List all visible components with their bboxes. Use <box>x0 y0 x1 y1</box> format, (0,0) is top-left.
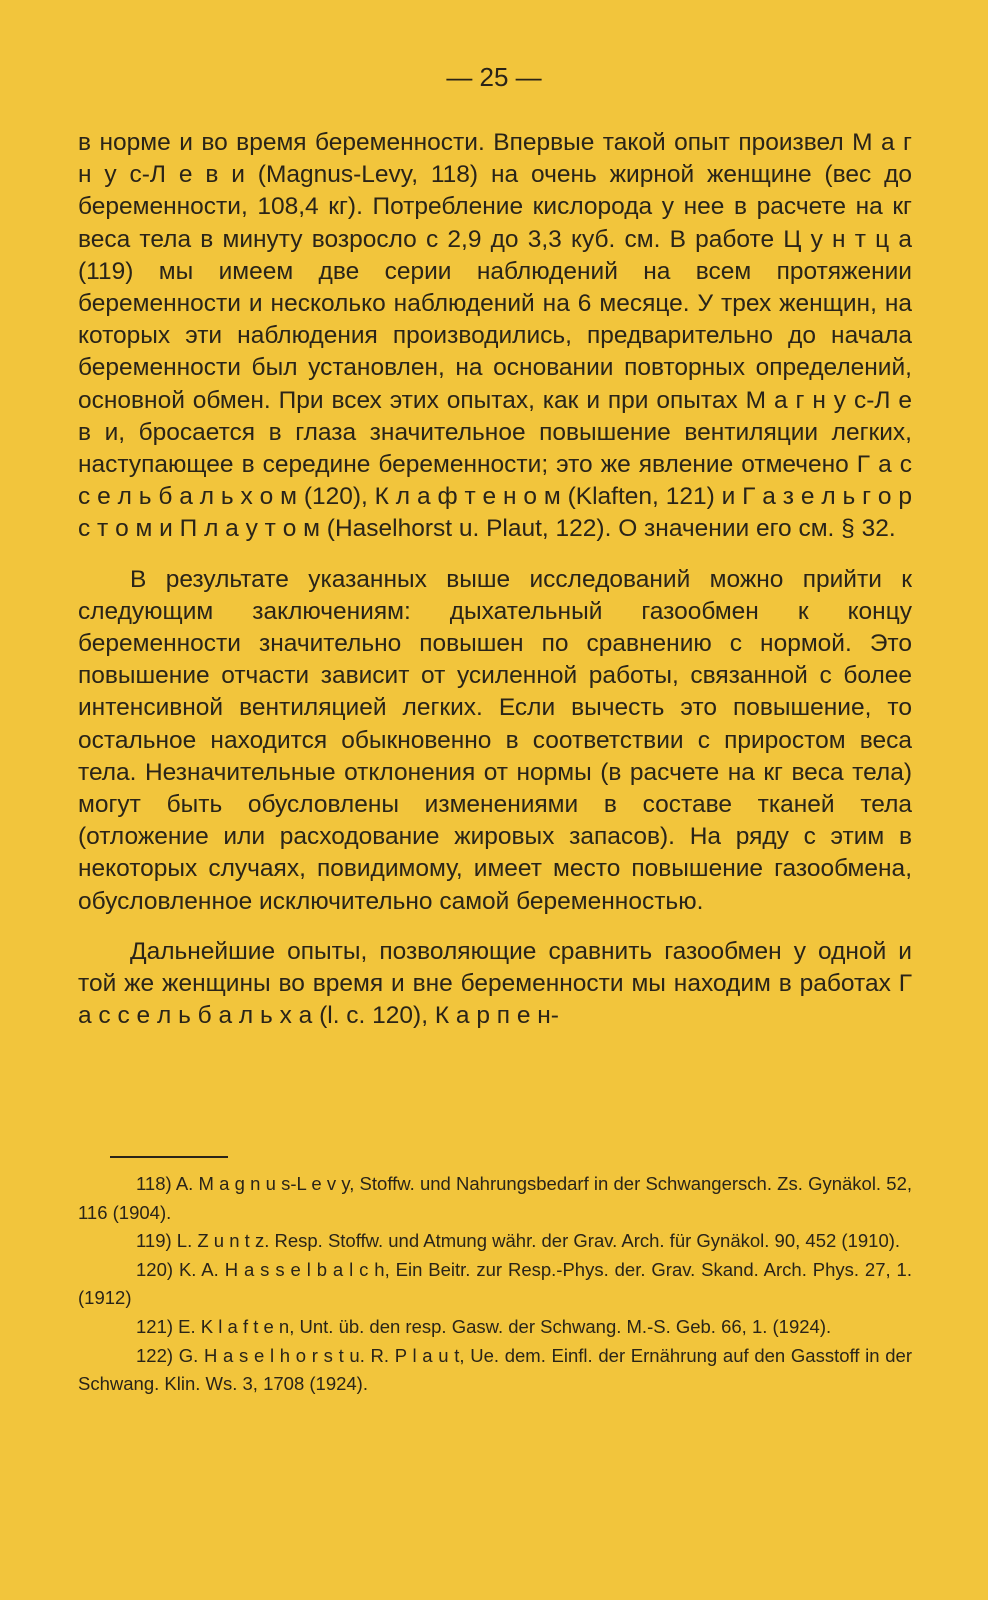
footnote-119: 119) L. Z u n t z. Resp. Stoffw. und Atmung währ. der Grav. Arch. für Gynäkol. 90, 452 (1910). <box>136 1230 901 1252</box>
paragraph-1: в норме и во время беременности. Впервые такой опыт произвел М а г н у с-Л е в и (Magnus-Levy, 118) на очень жирной женщине (вес до беременности, 108,4 кг). Потребление кислорода у нее в расчете на кг веса тела в минуту возросло с 2,9 до 3,3 куб. см. В работе Ц у н т ц а (119) мы имеем две серии наблюдений на всем протяжении беременности и несколько наблюдений на 6 месяце. У трех женщин, на которых эти наблюдения производились, предварительно до начала беременности был установлен, на основании повторных определений, основной обмен. При всех этих опытах, как и при опытах М а г н у с-Л е в и, бросается в глаза значительное повышение вентиляции легких, наступающее в середине беременности; это же явление отмечено Г а с с е л ь б а л ь х о м (120), К л а ф т е н о м (Klaften, 121) и Г а з е л ь г о р с т о м и П л а у т о м (Haselhorst u. Plaut, 122). О значении его см. § 32. <box>78 129 912 543</box>
paragraph-3: Дальнейшие опыты, позволяющие сравнить газообмен у одной и той же женщины во время и вне беременности мы находим в работах Г а с с е л ь б а л ь х а (l. c. 120), К а р п е н- <box>78 937 912 1030</box>
paragraph-2: В результате указанных выше исследований можно прийти к следующим заключениям: дыхательный газообмен к концу беременности значительно повышен по сравнению с нормой. Это повышение отчасти зависит от усиленной работы, связанной с более интенсивной вентиляцией легких. Если вычесть это повышение, то остальное находится обыкновенно в соответствии с приростом веса тела. Незначительные отклонения от нормы (в расчете на кг веса тела) могут быть обусловлены изменениями в составе тканей тела (отложение или расходование жировых запасов). На ряду с этим в некоторых случаях, повидимому, имеет место повышение газообмена, обусловленное исключительно самой беременностью. <box>78 565 912 915</box>
footnote-separator <box>110 1156 228 1158</box>
page-number: — 25 — <box>446 62 542 92</box>
footnote-121: 121) E. K l a f t e n, Unt. üb. den resp. Gasw. der Schwang. M.-S. Geb. 66, 1. (1924). <box>136 1315 832 1337</box>
footnote-118: 118) A. M a g n u s-L e v y, Stoffw. und Nahrungsbedarf in der Schwangersch. Zs. Gynäkol. 52, 116 (1904). <box>78 1173 912 1223</box>
footnote-122: 122) G. H a s e l h o r s t u. R. P l a u t, Ue. dem. Einfl. der Ernährung auf den Gasstoff in der Schwang. Klin. Ws. 3, 1708 (1924). <box>78 1344 912 1395</box>
body-text <box>78 127 912 1050</box>
footnotes <box>78 1170 912 1399</box>
footnote-120: 120) K. A. H a s s e l b a l c h, Ein Beitr. zur Resp.-Phys. der. Grav. Skand. Arch. Phys. 27, 1. (1912) <box>78 1258 912 1309</box>
